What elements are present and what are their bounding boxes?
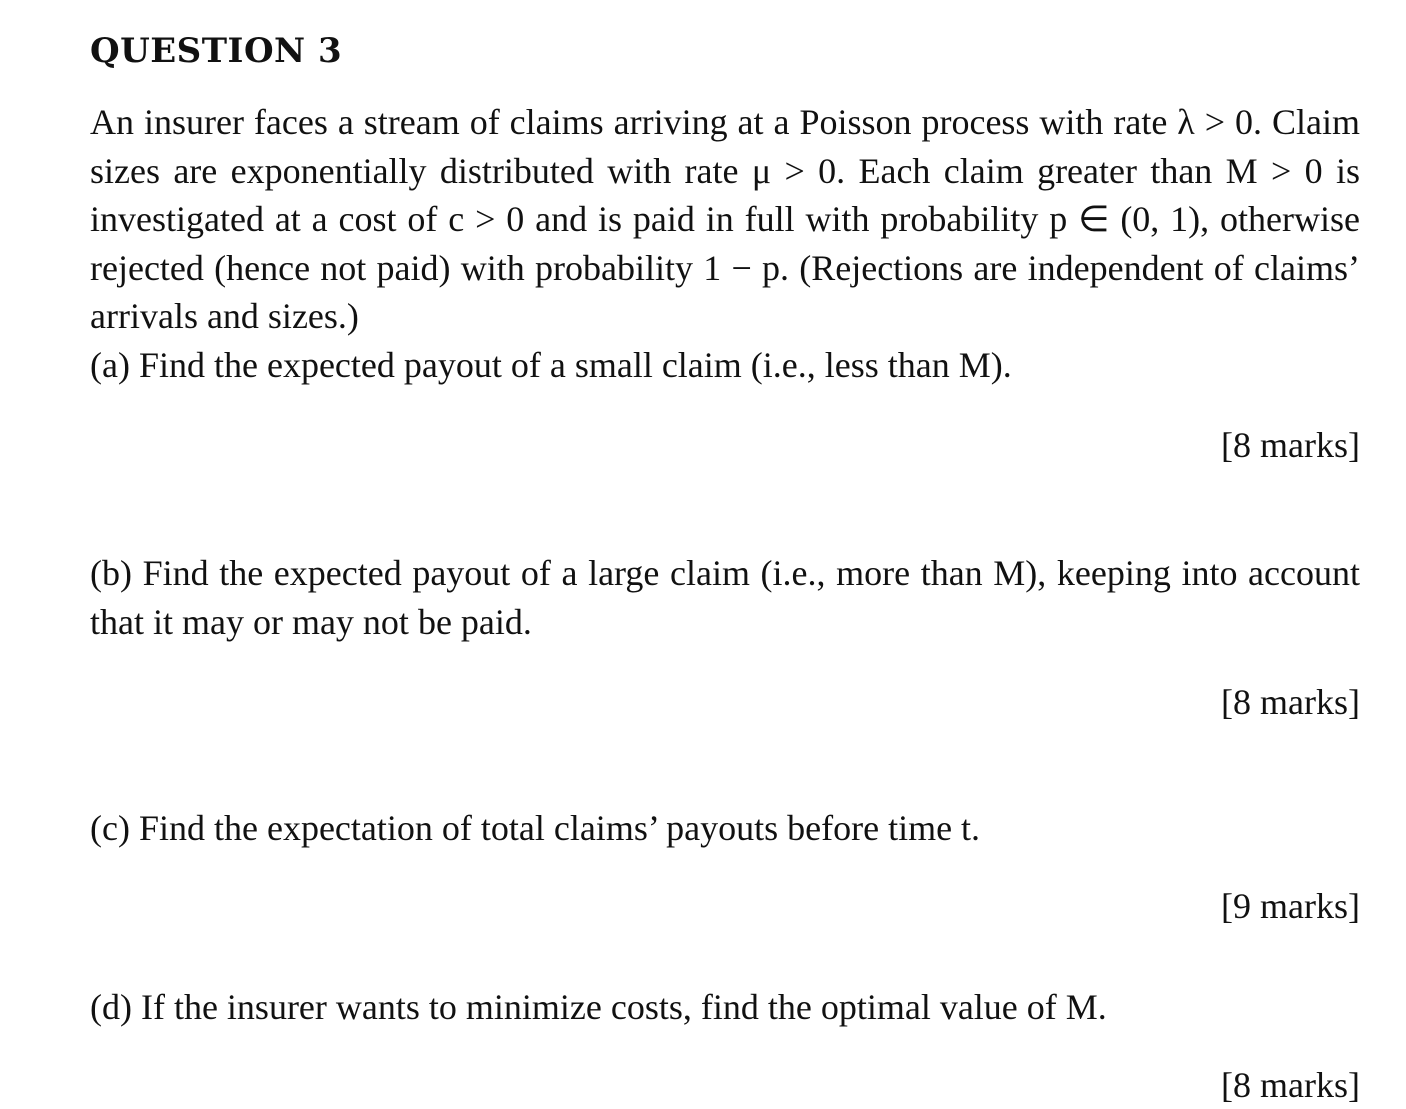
part-a-text: (a) Find the expected payout of a small claim (i.e., less than M).	[90, 344, 1012, 385]
part-c-marks: [9 marks]	[1221, 885, 1360, 926]
question-intro: An insurer faces a stream of claims arriving at a Poisson process with rate λ > 0. Claim sizes are exponentially distributed with rate μ > 0. Each claim greater than M > 0 is investigated at a cost of c > 0 and is paid in full with probability p ∈ (0, 1), otherwise rejected (hence not paid) with probability 1 − p. (Rejections are independent of claims’ arrivals and sizes.)	[90, 102, 1360, 336]
question-page	[90, 28, 1360, 1109]
part-b-text: (b) Find the expected payout of a large claim (i.e., more than M), keeping into account that it may or may not be paid.	[90, 553, 1360, 642]
part-b-marks: [8 marks]	[1221, 682, 1360, 722]
part-d-text: (d) If the insurer wants to minimize costs, find the optimal value of M.	[90, 986, 1107, 1027]
part-c-text: (c) Find the expectation of total claims’ payouts before time t.	[90, 808, 981, 848]
question-title: QUESTION 3	[90, 31, 343, 71]
part-d-marks: [8 marks]	[1221, 1065, 1360, 1105]
part-a-marks: [8 marks]	[1221, 425, 1360, 465]
